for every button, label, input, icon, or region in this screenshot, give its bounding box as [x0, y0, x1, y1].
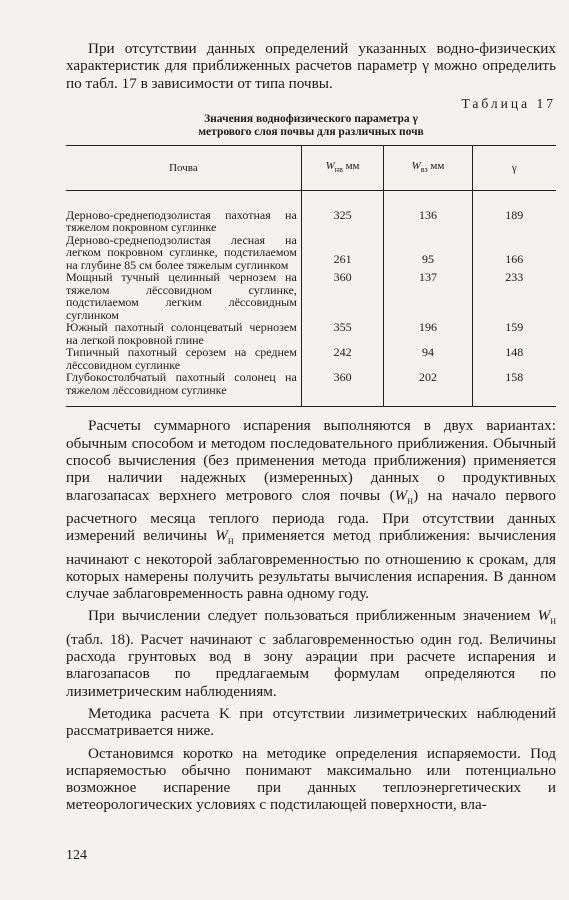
p2-text-a: При вычислении следует пользоваться приближенным значением [88, 607, 538, 625]
table-header-row [66, 145, 556, 190]
cell-wvz: 95 [384, 234, 472, 272]
p2-symbol-w: W [537, 607, 551, 625]
p1-text-b: ) на начало первого расчетного месяца теплого периода года. При отсутствии данных измерений величины [66, 486, 556, 545]
table-label: Таблица 17 [461, 95, 556, 111]
header-wnv-symbol: W [325, 159, 335, 172]
table-caption [66, 113, 556, 139]
table-row [66, 371, 556, 407]
header-wnv [301, 145, 384, 190]
cell-gamma: 189 [472, 190, 556, 234]
cell-wvz: 94 [384, 346, 472, 371]
cell-soil: Мощный тучный целинный чернозем на тяжелом лёссовидном суглинке, подстилаемом легким лёссовидным суглинком [66, 270, 297, 322]
cell-wnv: 355 [301, 321, 384, 346]
cell-soil: Типичный пахотный серозем на среднем лёссовидном суглинке [66, 345, 297, 372]
p1-symbol-w2: W [215, 527, 228, 545]
table-caption-line2: метрового слоя почвы для различных почв [198, 125, 424, 138]
paragraph-method-k: Методика расчета K при отсутствии лизиметрических наблюдений рассматривается ниже. [66, 704, 556, 740]
intro-paragraph: При отсутствии данных определений указанных водно-физических характеристик для приближенных расчетов параметр γ можно определить по табл. 17 в зависимости от типа почвы. [66, 40, 556, 92]
page-number: 124 [66, 848, 87, 863]
cell-gamma: 159 [472, 321, 556, 346]
body-text [66, 417, 556, 813]
table-row [66, 234, 556, 272]
cell-soil: Дерново-среднеподзолистая лесная на легком покровном суглинке, подстилаемом на глубине 85 см более тяжелым суглинком [66, 232, 297, 272]
table-caption-line1: Значения воднофизического параметра γ [204, 112, 418, 125]
paragraph-evaporability: Остановимся коротко на методике определения испаряемости. Под испаряемостью обычно понимают максимально или потенциально возможное испарение при данных теплоэнергетических и метеорологических условиях с подстилающей поверхности, вла- [66, 744, 556, 814]
p1-text-c: применяется метод приближения: вычисления начинают с некоторой заблаговременностью по отношению к срокам, для которых намерены получить результаты вычисления испарения. В данном случае заблаговременность равна одному году. [66, 527, 556, 603]
cell-wnv: 261 [301, 234, 384, 272]
header-gamma: γ [472, 145, 556, 190]
p2-text-b: (табл. 18). Расчет начинают с заблаговременностью один год. Величины расхода грунтовых вод в зону аэрации при расчете испарения и влагозапасов по предлагаемым формулам определяются по лизиметрическим наблюдениям. [66, 630, 556, 700]
cell-wvz: 196 [384, 321, 472, 346]
p1-symbol-sub: H [407, 496, 414, 506]
cell-wnv: 325 [301, 190, 384, 234]
cell-wnv: 360 [301, 371, 384, 407]
p1-symbol-sub2: H [227, 537, 234, 547]
table-row [66, 190, 556, 234]
cell-soil: Дерново-среднеподзолистая пахотная на тяжелом покровном суглинке [66, 207, 297, 235]
cell-wvz: 202 [384, 371, 472, 407]
cell-gamma: 158 [472, 371, 556, 407]
header-wvz-symbol: W [411, 159, 421, 172]
cell-soil: Южный пахотный солонцеватый чернозем на легкой покровной глине [66, 320, 297, 347]
cell-wnv: 360 [301, 271, 384, 321]
cell-gamma: 148 [472, 346, 556, 371]
header-wvz [384, 145, 472, 190]
table-row [66, 346, 556, 371]
header-wnv-sub: нв [334, 164, 343, 174]
gamma-table [66, 145, 556, 408]
paragraph-evaporation-variants [66, 417, 556, 602]
header-soil: Почва [66, 145, 301, 190]
cell-gamma: 233 [472, 271, 556, 321]
table-row [66, 321, 556, 346]
cell-soil: Глубокостолбчатый пахотный солонец на тяжелом лёссовидном суглинке [66, 371, 301, 407]
header-wnv-unit: мм [342, 159, 360, 172]
paragraph-approximate-value [66, 607, 556, 700]
p2-symbol-sub: H [550, 617, 556, 627]
cell-wnv: 242 [301, 346, 384, 371]
cell-wvz: 137 [384, 271, 472, 321]
cell-gamma: 166 [472, 234, 556, 272]
page-content [66, 40, 556, 819]
table-row [66, 271, 556, 321]
header-wvz-sub: вз [420, 164, 428, 174]
cell-wvz: 136 [384, 190, 472, 234]
p1-symbol-w: W [394, 486, 408, 504]
p1-text-a: Расчеты суммарного испарения выполняются в двух вариантах: обычным способом и методом последовательного приближения. Обычный способ вычисления (без применения метода приближения) применяется при наличии надежных (измеренных) данных о продуктивных влагозапасах верхнего метрового слоя почвы ( [66, 417, 556, 504]
header-wvz-unit: мм [427, 159, 445, 172]
